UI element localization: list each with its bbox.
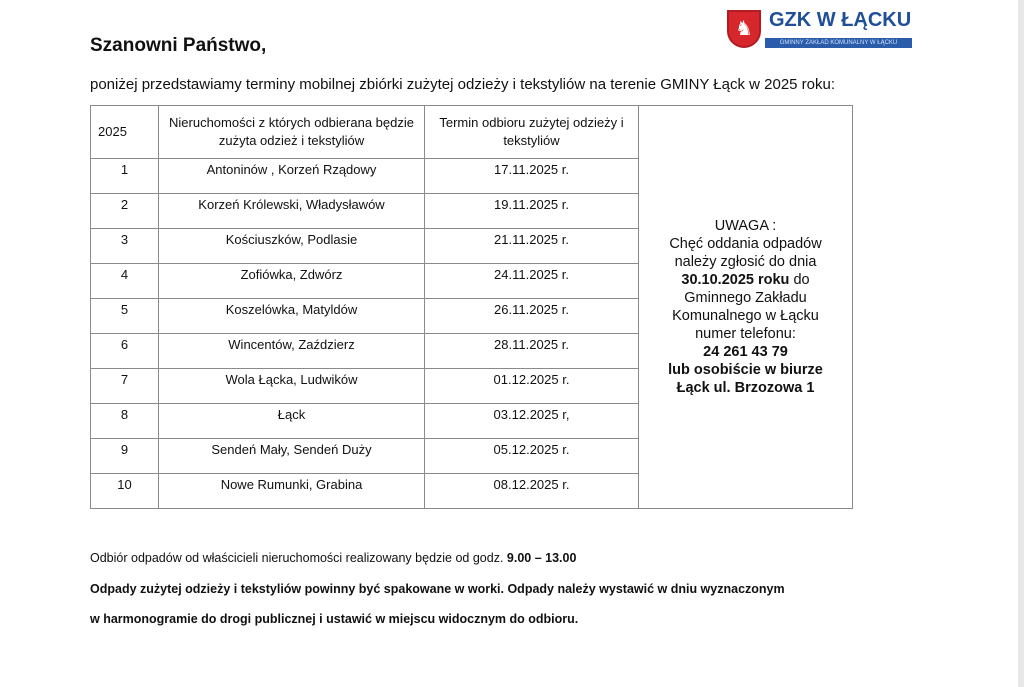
footer-hours-value: 9.00 – 13.00 bbox=[506, 551, 577, 565]
notice-line: Komunalnego w Łącku bbox=[672, 308, 819, 324]
gzk-logo bbox=[727, 8, 912, 50]
notice-cell bbox=[639, 106, 853, 509]
row-date: 05.12.2025 r. bbox=[425, 439, 639, 474]
header-year: 2025 bbox=[91, 106, 159, 159]
row-date: 24.11.2025 r. bbox=[425, 264, 639, 299]
row-number: 6 bbox=[91, 334, 159, 369]
footer-placement: w harmonogramie do drogi publicznej i ustawić w miejscu widocznym do odbioru. bbox=[90, 612, 579, 626]
horse-crest-icon: ♞ bbox=[727, 10, 761, 48]
row-date: 01.12.2025 r. bbox=[425, 369, 639, 404]
table-header-row bbox=[91, 106, 853, 159]
row-date: 21.11.2025 r. bbox=[425, 229, 639, 264]
header-properties: Nieruchomości z których odbierana będzie zużyta odzież i tekstyliów bbox=[159, 106, 425, 159]
row-places: Antoninów , Korzeń Rządowy bbox=[159, 159, 425, 194]
logo-name: GZK W ŁĄCKU bbox=[769, 9, 912, 31]
notice-deadline: 30.10.2025 roku bbox=[681, 272, 790, 288]
row-date: 03.12.2025 r, bbox=[425, 404, 639, 439]
row-number: 2 bbox=[91, 194, 159, 229]
row-number: 3 bbox=[91, 229, 159, 264]
row-date: 19.11.2025 r. bbox=[425, 194, 639, 229]
row-places: Sendeń Mały, Sendeń Duży bbox=[159, 439, 425, 474]
header-date: Termin odbioru zużytej odzieży i tekstyliów bbox=[425, 106, 639, 159]
footer-hours bbox=[90, 550, 576, 566]
row-number: 8 bbox=[91, 404, 159, 439]
notice-line: Gminnego Zakładu bbox=[684, 290, 807, 306]
notice-deadline-line bbox=[639, 271, 852, 289]
row-places: Nowe Rumunki, Grabina bbox=[159, 474, 425, 509]
row-number: 10 bbox=[91, 474, 159, 509]
notice-address: Łąck ul. Brzozowa 1 bbox=[676, 380, 815, 396]
schedule-table bbox=[90, 105, 853, 509]
row-number: 9 bbox=[91, 439, 159, 474]
footer-hours-text: Odbiór odpadów od właścicieli nieruchomości realizowany będzie od godz. bbox=[90, 551, 507, 565]
row-number: 5 bbox=[91, 299, 159, 334]
logo-subtitle: GMINNY ZAKŁAD KOMUNALNY W ŁĄCKU bbox=[765, 38, 912, 48]
row-places: Korzeń Królewski, Władysławów bbox=[159, 194, 425, 229]
row-date: 26.11.2025 r. bbox=[425, 299, 639, 334]
row-date: 17.11.2025 r. bbox=[425, 159, 639, 194]
notice-line: do bbox=[789, 272, 810, 288]
notice-line: numer telefonu: bbox=[695, 326, 796, 342]
row-places: Wincentów, Zaździerz bbox=[159, 334, 425, 369]
notice-line: lub osobiście w biurze bbox=[668, 362, 823, 378]
intro-text: poniżej przedstawiamy terminy mobilnej zbiórki zużytej odzieży i tekstyliów na terenie GMINY Łąck w 2025 roku: bbox=[90, 76, 836, 93]
notice-line: Chęć oddania odpadów bbox=[669, 236, 822, 252]
row-places: Łąck bbox=[159, 404, 425, 439]
row-number: 1 bbox=[91, 159, 159, 194]
row-places: Kościuszków, Podlasie bbox=[159, 229, 425, 264]
row-number: 7 bbox=[91, 369, 159, 404]
row-date: 28.11.2025 r. bbox=[425, 334, 639, 369]
page-edge bbox=[1018, 0, 1024, 687]
row-places: Wola Łącka, Ludwików bbox=[159, 369, 425, 404]
notice-line: należy zgłosić do dnia bbox=[674, 254, 817, 270]
row-number: 4 bbox=[91, 264, 159, 299]
row-places: Koszelówka, Matyldów bbox=[159, 299, 425, 334]
row-places: Zofiówka, Zdwórz bbox=[159, 264, 425, 299]
row-date: 08.12.2025 r. bbox=[425, 474, 639, 509]
footer-packing: Odpady zużytej odzieży i tekstyliów powinny być spakowane w worki. Odpady należy wystawić w dniu wyznaczonym bbox=[90, 582, 785, 596]
notice-heading: UWAGA : bbox=[714, 218, 777, 234]
greeting-title: Szanowni Państwo, bbox=[90, 35, 267, 56]
notice-phone: 24 261 43 79 bbox=[703, 344, 788, 360]
